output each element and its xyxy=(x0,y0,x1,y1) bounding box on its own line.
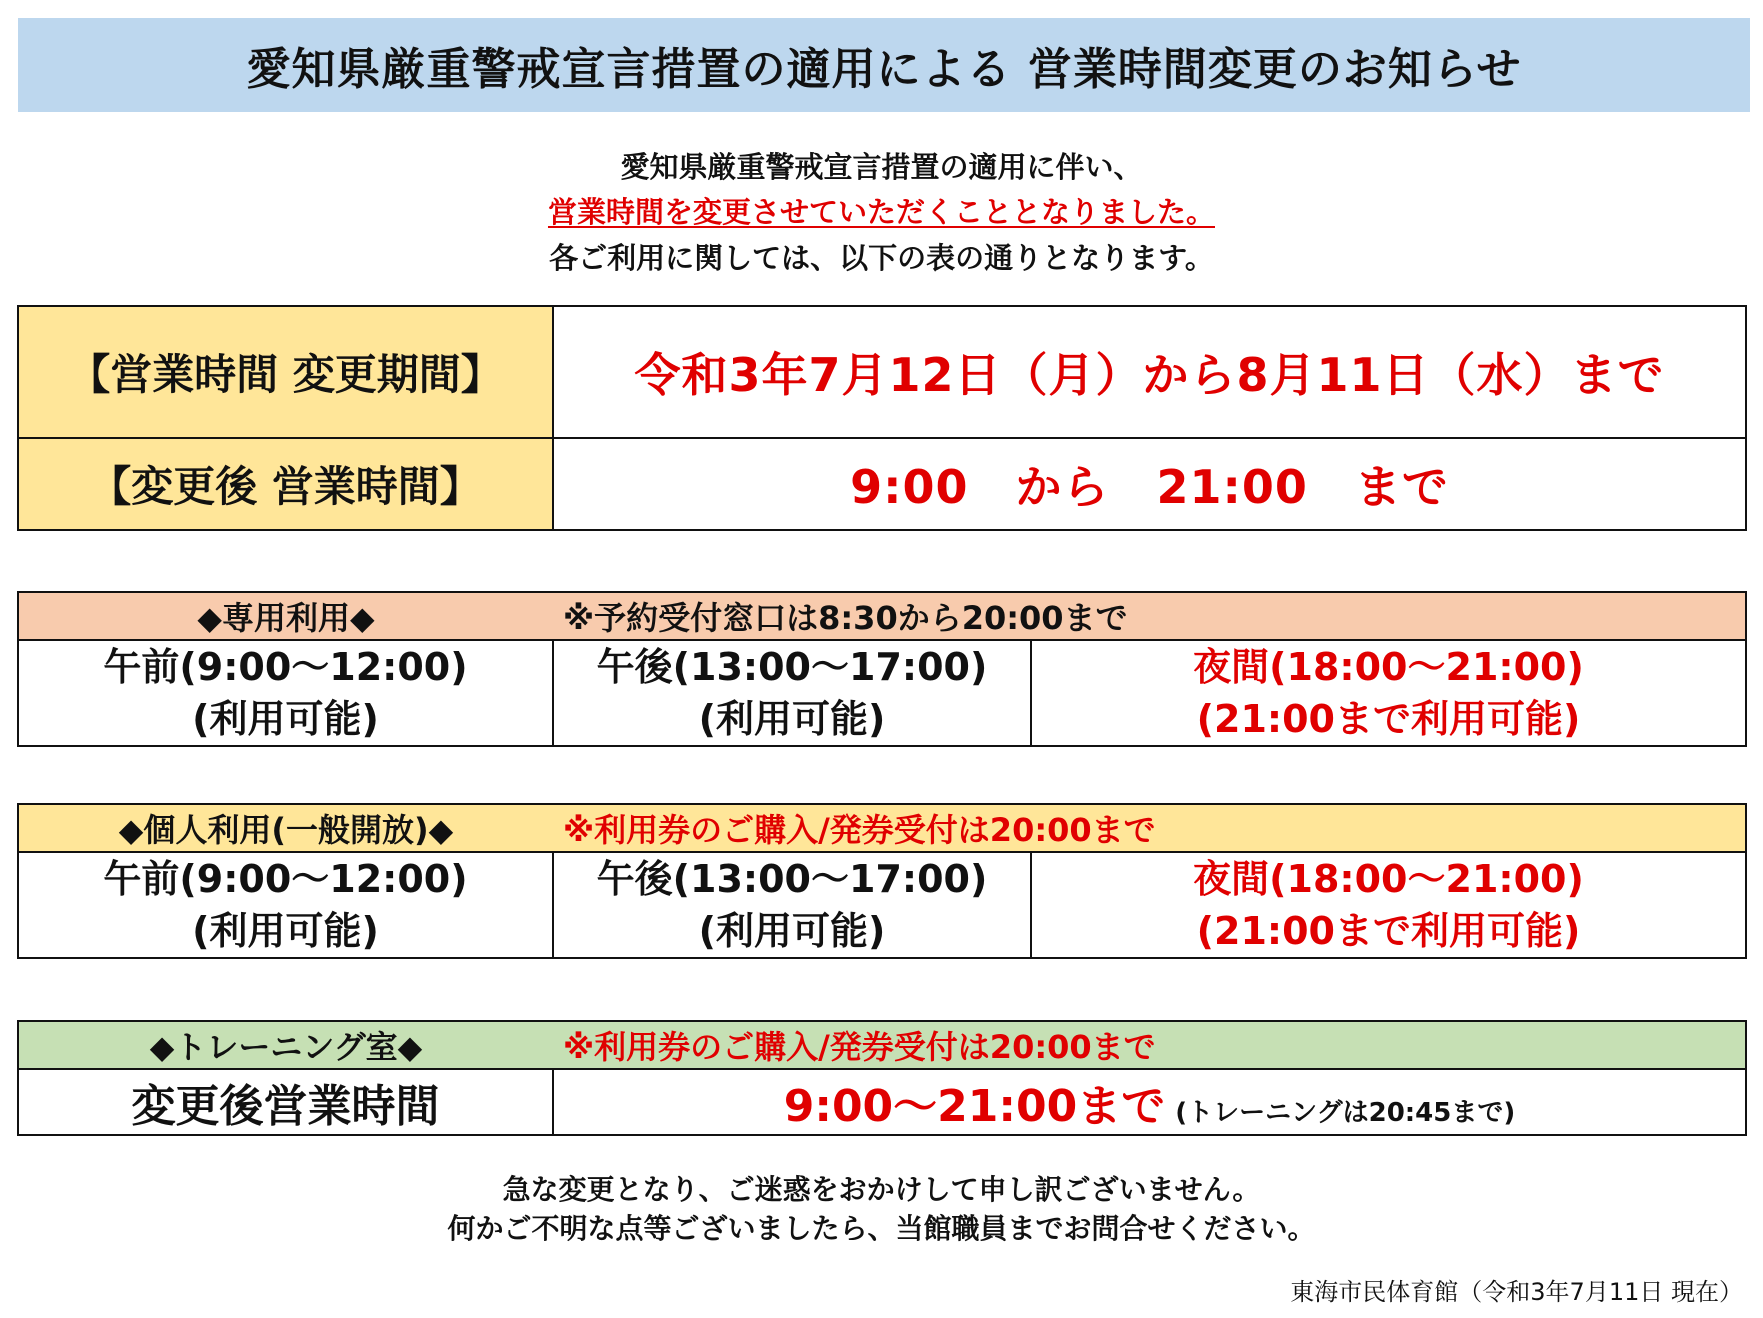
individual-night-time: 夜間(18:00～21:00) xyxy=(1193,857,1584,901)
summary-row-period xyxy=(18,306,1746,438)
exclusive-morning xyxy=(18,640,553,746)
individual-morning xyxy=(18,852,553,958)
individual-afternoon-status: (利用可能) xyxy=(698,909,886,953)
intro-line-3: 各ご利用に関しては、以下の表の通りとなります。 xyxy=(549,241,1214,275)
individual-night xyxy=(1031,852,1746,958)
summary-row-hours xyxy=(18,438,1746,530)
training-sub: (トレーニングは20:45まで) xyxy=(1175,1098,1516,1128)
training-note: ※利用券のご購入/発券受付は20:00まで xyxy=(553,1021,1746,1069)
exclusive-use-table xyxy=(17,591,1747,747)
exclusive-row xyxy=(18,640,1746,746)
training-room-table xyxy=(17,1020,1747,1136)
period-value: 令和3年7月12日（月）から8月11日（水）まで xyxy=(553,306,1746,438)
individual-afternoon-time: 午後(13:00～17:00) xyxy=(596,857,988,901)
intro-line-2: 営業時間を変更させていただくこととなりました。 xyxy=(547,195,1215,229)
exclusive-note: ※予約受付窓口は8:30から20:00まで xyxy=(553,592,1746,640)
individual-note: ※利用券のご購入/発券受付は20:00まで xyxy=(553,804,1746,852)
individual-title: ◆個人利用(一般開放)◆ xyxy=(18,804,553,852)
exclusive-morning-status: (利用可能) xyxy=(192,697,379,741)
page-title xyxy=(18,18,1750,112)
exclusive-night xyxy=(1031,640,1746,746)
training-hours xyxy=(553,1069,1746,1135)
individual-header xyxy=(18,804,1746,852)
training-label: 変更後営業時間 xyxy=(18,1069,553,1135)
training-row xyxy=(18,1069,1746,1135)
hours-value: 9:00 から 21:00 まで xyxy=(553,438,1746,530)
training-value: 9:00～21:00まで xyxy=(783,1081,1166,1132)
footer-venue: 東海市民体育館（令和3年7月11日 現在） xyxy=(1290,1278,1743,1306)
outro-line-1: 急な変更となり、ご迷惑をおかけして申し訳ございません。 xyxy=(502,1173,1261,1206)
exclusive-night-time: 夜間(18:00～21:00) xyxy=(1193,645,1584,689)
training-title: ◆トレーニング室◆ xyxy=(18,1021,553,1069)
exclusive-night-status: (21:00まで利用可能) xyxy=(1196,697,1581,741)
outro-line-2: 何かご不明な点等ございましたら、当館職員までお問合せください。 xyxy=(447,1212,1316,1245)
individual-use-table xyxy=(17,803,1747,959)
intro-line-1: 愛知県厳重警戒宣言措置の適用に伴い、 xyxy=(620,150,1143,184)
period-label: 【営業時間 変更期間】 xyxy=(18,306,553,438)
exclusive-title: ◆専用利用◆ xyxy=(18,592,553,640)
exclusive-header xyxy=(18,592,1746,640)
exclusive-morning-time: 午前(9:00～12:00) xyxy=(103,645,468,689)
individual-night-status: (21:00まで利用可能) xyxy=(1196,909,1581,953)
page-title-text: 愛知県厳重警戒宣言措置の適用による 営業時間変更のお知らせ xyxy=(246,44,1522,95)
individual-afternoon xyxy=(553,852,1031,958)
hours-label: 【変更後 営業時間】 xyxy=(18,438,553,530)
exclusive-afternoon-status: (利用可能) xyxy=(698,697,886,741)
individual-morning-status: (利用可能) xyxy=(192,909,379,953)
individual-morning-time: 午前(9:00～12:00) xyxy=(103,857,468,901)
summary-table xyxy=(17,305,1747,531)
exclusive-afternoon xyxy=(553,640,1031,746)
individual-row xyxy=(18,852,1746,958)
exclusive-afternoon-time: 午後(13:00～17:00) xyxy=(596,645,988,689)
training-header xyxy=(18,1021,1746,1069)
